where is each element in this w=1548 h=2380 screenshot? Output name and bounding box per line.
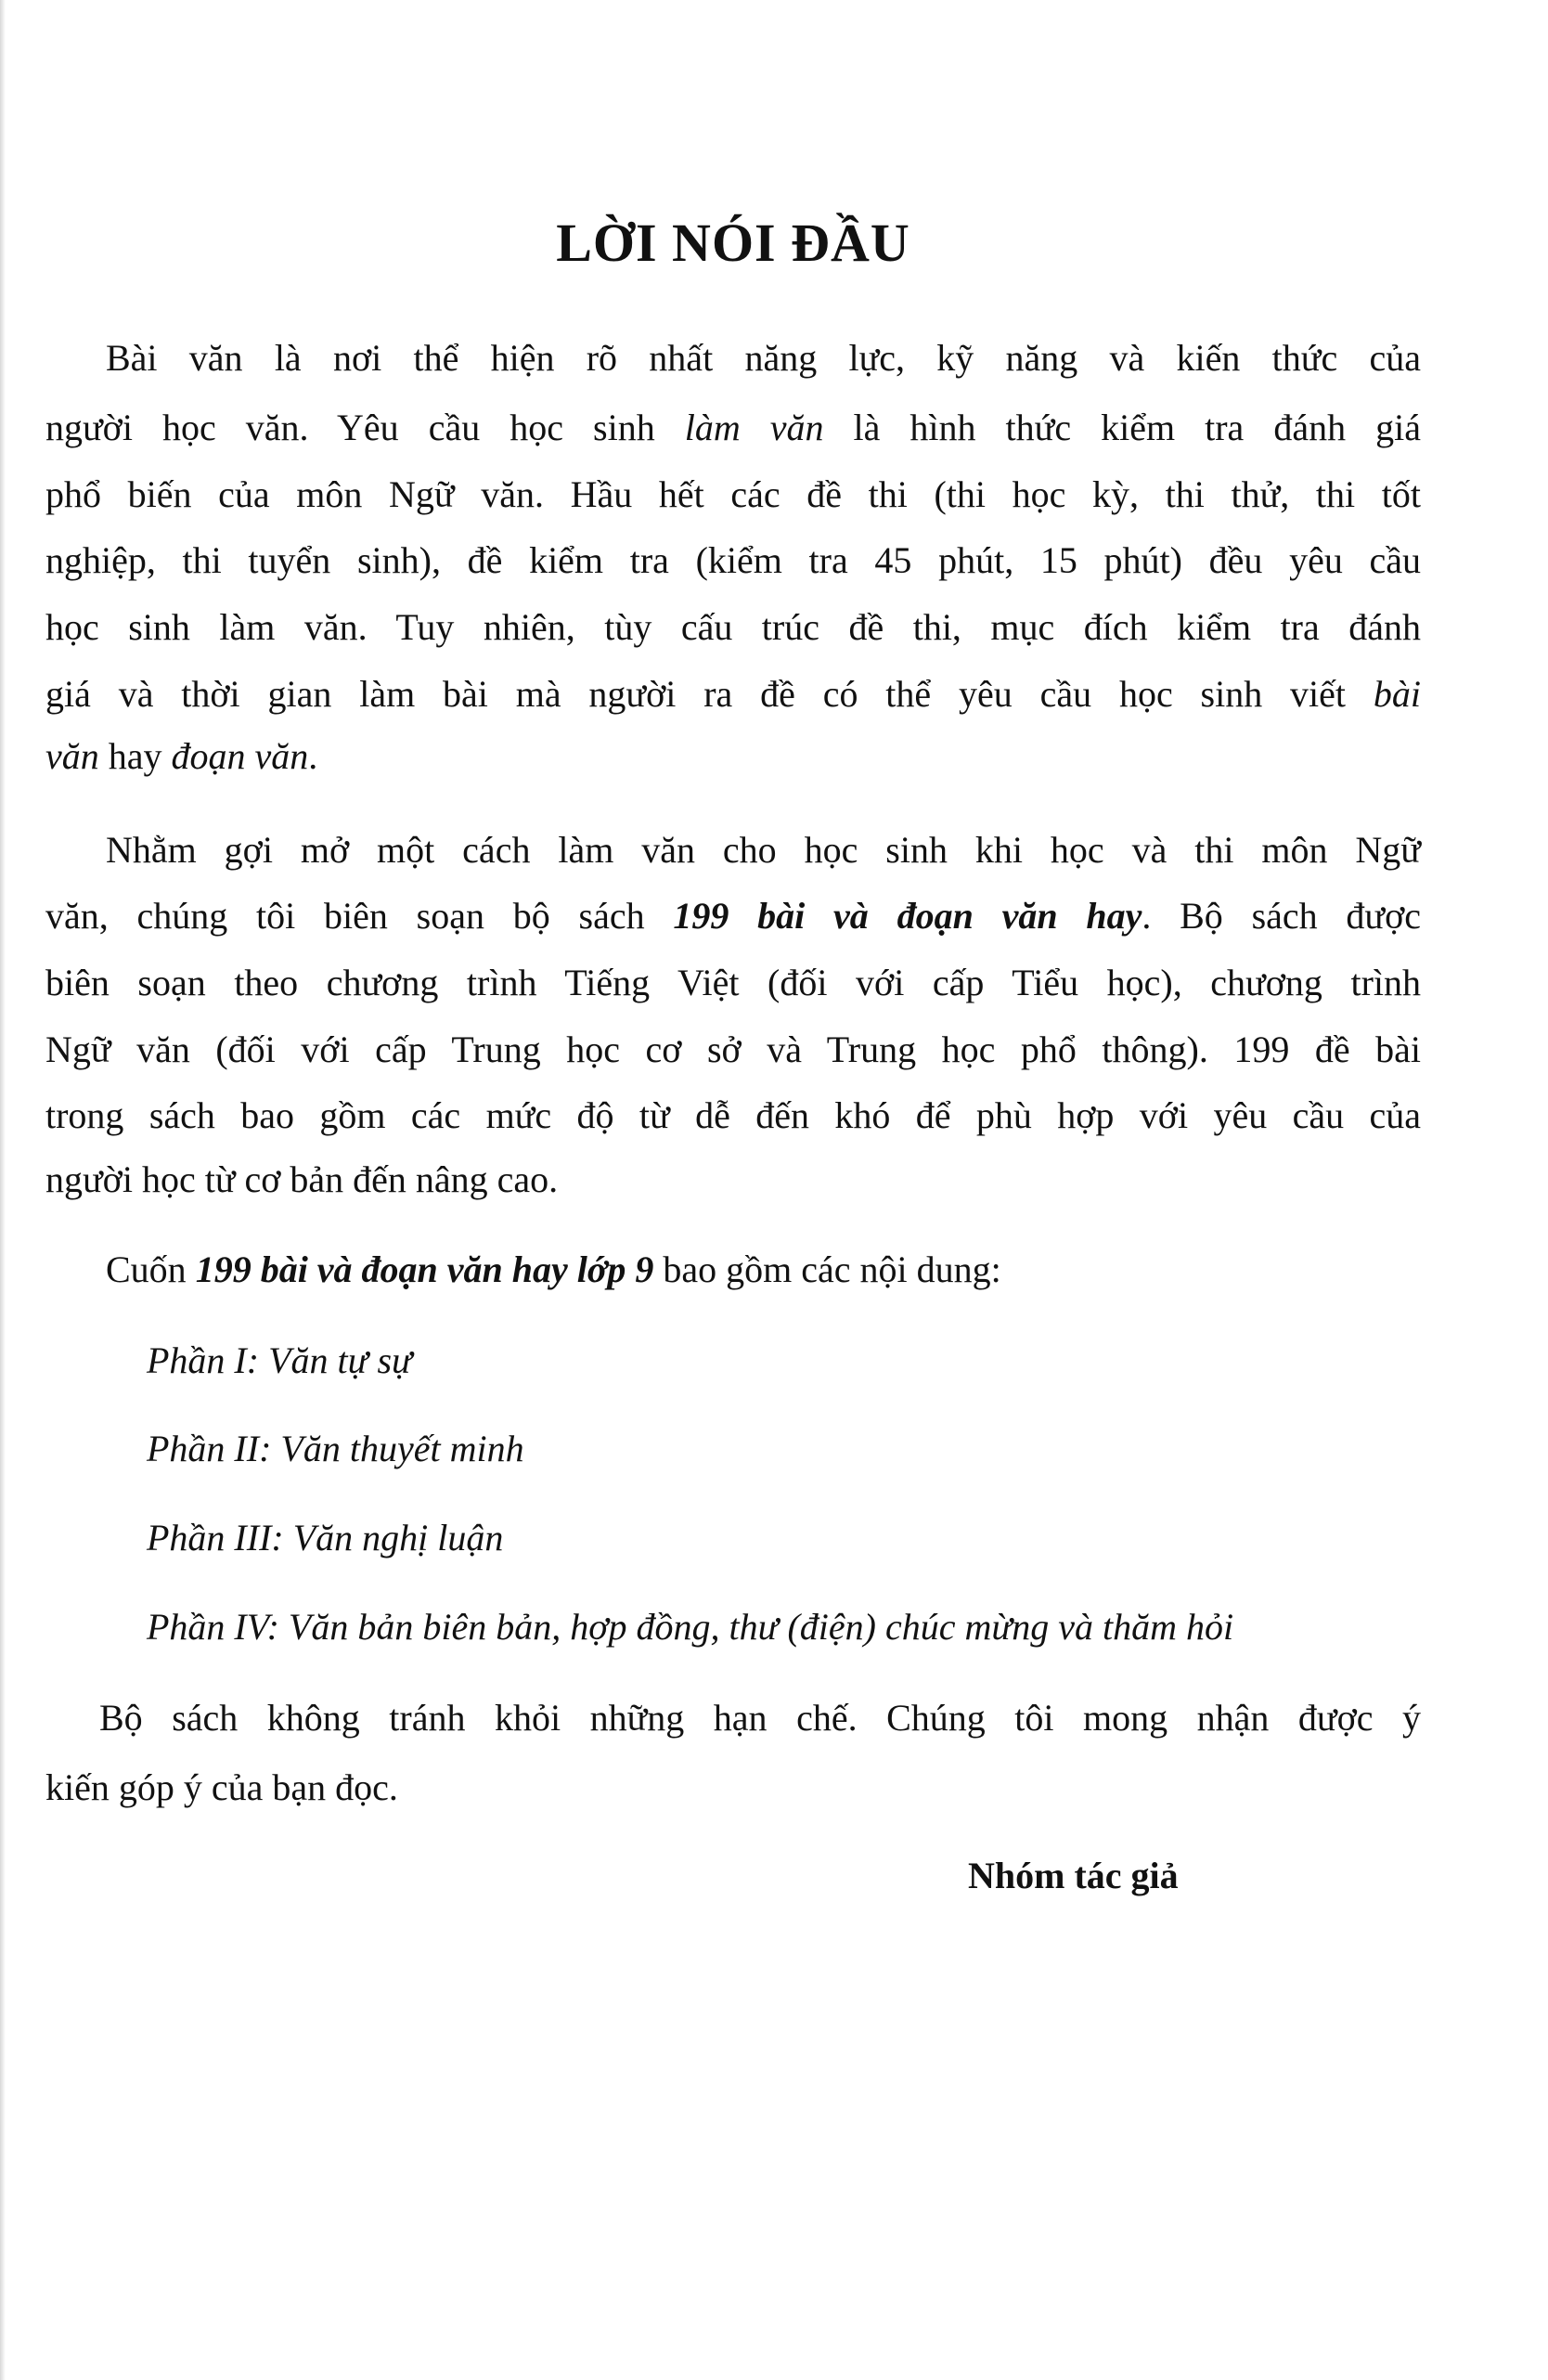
- text-line: [45, 405, 1421, 451]
- text-run: người học từ cơ bản đến nâng cao.: [45, 1158, 559, 1200]
- text-run: Cuốn: [106, 1248, 196, 1290]
- text-run: Bài văn là nơi thể hiện rõ nhất năng lực, kỹ năng và kiến thức của: [106, 337, 1421, 379]
- text-line: [45, 604, 1421, 651]
- text-run: biên soạn theo chương trình Tiếng Việt (đối với cấp Tiểu học), chương trình: [45, 962, 1421, 1003]
- text-line: [106, 335, 1421, 382]
- text-line: [45, 1765, 398, 1811]
- text-run: nghiệp, thi tuyển sinh), đề kiểm tra (kiểm tra 45 phút, 15 phút) đều yêu cầu: [45, 539, 1421, 581]
- text-line: [45, 472, 1421, 518]
- text-line: [106, 827, 1421, 873]
- page-edge-shadow: [0, 0, 6, 2380]
- list-item: [147, 1515, 503, 1561]
- text-line: [45, 1093, 1421, 1139]
- emphasis-italic-text: Phần II: Văn thuyết minh: [147, 1428, 524, 1469]
- text-run: người học văn. Yêu cầu học sinh: [45, 407, 685, 448]
- text-run: kiến góp ý của bạn đọc.: [45, 1766, 398, 1808]
- text-line: [45, 537, 1421, 584]
- emphasis-italic-text: Phần III: Văn nghị luận: [147, 1517, 504, 1559]
- text-run: Bộ sách không tránh khỏi những hạn chế. Chúng tôi mong nhận được ý: [99, 1697, 1421, 1739]
- text-run: Nhằm gợi mở một cách làm văn cho học sinh khi học và thi môn Ngữ: [106, 829, 1421, 871]
- text-run: trong sách bao gồm các mức độ từ dễ đến khó để phù hợp với yêu cầu của: [45, 1094, 1421, 1136]
- text-line: [45, 671, 1421, 718]
- emphasis-italic-text: Phần I: Văn tự sự: [147, 1339, 412, 1381]
- text-line: [45, 960, 1421, 1006]
- text-run: văn, chúng tôi biên soạn bộ sách: [45, 895, 674, 937]
- list-item: [147, 1604, 1233, 1650]
- text-line: [45, 733, 317, 780]
- text-run: giá và thời gian làm bài mà người ra đề có thể yêu cầu học sinh viết: [45, 673, 1374, 715]
- text-run: học sinh làm văn. Tuy nhiên, tùy cấu trúc đề thi, mục đích kiểm tra đánh: [45, 606, 1421, 648]
- emphasis-italic-text: làm văn: [684, 407, 824, 448]
- text-run: là hình thức kiểm tra đánh giá: [823, 407, 1421, 448]
- text-run: . Bộ sách được: [1142, 895, 1422, 937]
- emphasis-italic-text: Phần IV: Văn bản biên bản, hợp đồng, thư (điện) chúc mừng và thăm hỏi: [147, 1606, 1234, 1648]
- emphasis-italic-text: bài: [1373, 673, 1421, 715]
- text-run: phổ biến của môn Ngữ văn. Hầu hết các đề thi (thi học kỳ, thi thử, thi tốt: [45, 473, 1421, 515]
- text-line: [45, 1157, 558, 1203]
- signature: Nhóm tác giả: [968, 1855, 1179, 1896]
- emphasis-bold-text: 199 bài và đoạn văn hay: [673, 895, 1142, 937]
- emphasis-italic-text: đoạn văn: [171, 735, 309, 777]
- list-item: [147, 1338, 412, 1384]
- text-line: [99, 1695, 1421, 1741]
- list-item: [147, 1426, 524, 1472]
- emphasis-bold-text: 199 bài và đoạn văn hay lớp 9: [195, 1248, 654, 1290]
- text-line: [106, 1247, 1001, 1293]
- text-run: hay: [98, 735, 172, 777]
- page-title: LỜI NÓI ĐẦU: [556, 213, 910, 273]
- text-line: [45, 893, 1421, 939]
- text-run: .: [308, 735, 318, 777]
- text-line: [45, 1027, 1421, 1073]
- emphasis-italic-text: văn: [45, 735, 99, 777]
- text-run: Ngữ văn (đối với cấp Trung học cơ sở và Trung học phổ thông). 199 đề bài: [45, 1028, 1421, 1070]
- text-run: bao gồm các nội dung:: [653, 1248, 1001, 1290]
